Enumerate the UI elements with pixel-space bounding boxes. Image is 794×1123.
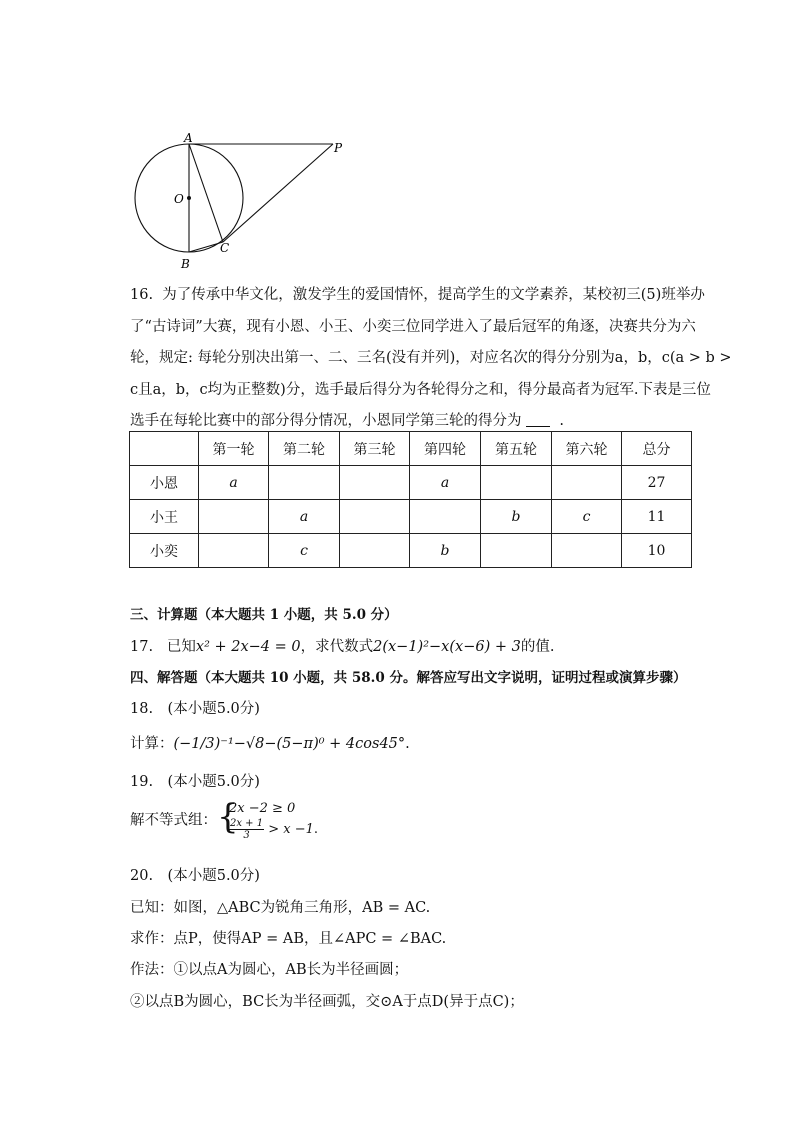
label-p: P xyxy=(334,141,343,155)
header-cell: 第六轮 xyxy=(552,432,622,466)
segment-pc xyxy=(223,144,333,242)
q16-end: . xyxy=(559,413,564,429)
q20-header: 20. (本小题5.0分) xyxy=(130,868,260,884)
table-cell: c xyxy=(552,500,622,534)
q17-equation: x² + 2x−4 = 0 xyxy=(195,639,301,655)
label-c: C xyxy=(220,241,230,255)
table-cell xyxy=(410,500,481,534)
score-table xyxy=(129,431,692,568)
section-4-heading: 四、解答题（本大题共 10 小题，共 58.0 分。解答应写出文字说明，证明过程或演算步骤） xyxy=(130,670,687,686)
q18-header: 18. (本小题5.0分) xyxy=(130,701,260,717)
q19-label: 解不等式组： xyxy=(130,812,217,829)
table-cell xyxy=(552,534,622,568)
section-3-heading: 三、计算题（本大题共 1 小题，共 5.0 分） xyxy=(130,607,398,623)
table-row xyxy=(130,500,692,534)
question-17 xyxy=(130,637,554,657)
table-row xyxy=(130,534,692,568)
header-cell: 第五轮 xyxy=(481,432,552,466)
header-cell: 第二轮 xyxy=(269,432,340,466)
center-point-o xyxy=(187,196,191,200)
inequality-system xyxy=(217,797,319,841)
table-cell: 27 xyxy=(622,466,692,500)
label-a: A xyxy=(184,131,193,145)
q18-end: . xyxy=(405,736,410,752)
q17-expression: 2(x−1)²−x(x−6) + 3 xyxy=(373,639,521,655)
header-cell: 第一轮 xyxy=(199,432,269,466)
inequality-1: 2x −2 ≥ 0 xyxy=(229,801,296,816)
table-cell: 小恩 xyxy=(130,466,199,500)
header-cell: 第四轮 xyxy=(410,432,481,466)
q20-line-2: 求作：点P，使得AP = AB，且∠APC = ∠BAC. xyxy=(130,931,447,947)
table-cell: a xyxy=(269,500,340,534)
q20-line-3: 作法：①以点A为圆心，AB长为半径画圆； xyxy=(130,962,409,978)
question-16 xyxy=(130,280,732,438)
table-row xyxy=(130,466,692,500)
table-cell: a xyxy=(410,466,481,500)
fraction-numerator: 2x + 1 xyxy=(230,818,264,829)
table-cell: 小奕 xyxy=(130,534,199,568)
table-cell: c xyxy=(269,534,340,568)
table-cell: b xyxy=(481,500,552,534)
q16-line-2: 了“古诗词”大赛，现有小恩、小王、小奕三位同学进入了最后冠军的角逐，决赛共分为六 xyxy=(130,318,696,335)
q20-line-1: 已知：如图，△ABC为锐角三角形，AB = AC. xyxy=(130,900,431,916)
table-cell xyxy=(552,466,622,500)
fraction-denominator: 3 xyxy=(243,830,250,841)
header-cell xyxy=(130,432,199,466)
table-cell: 10 xyxy=(622,534,692,568)
q17-number: 17. xyxy=(130,639,154,655)
q19-body xyxy=(130,797,319,841)
q16-text-1: 为了传承中华文化，激发学生的爱国情怀，提高学生的文学素养，某校初三(5)班举办 xyxy=(162,287,705,303)
q20-line-4: ②以点B为圆心，BC长为半径画弧，交⊙A于点D(异于点C)； xyxy=(130,994,524,1010)
q18-expression: (−1/3)⁻¹−√8−(5−π)⁰ + 4cos45° xyxy=(173,736,406,752)
circle-tangent-figure xyxy=(128,130,358,275)
table-cell xyxy=(199,500,269,534)
q18-body xyxy=(130,734,410,754)
q16-line-3: 轮，规定: 每轮分别决出第一、二、三名(没有并列)，对应名次的得分分别为a，b，c(a > b > xyxy=(130,350,732,366)
table-cell xyxy=(340,500,410,534)
table-cell xyxy=(481,534,552,568)
q17-text-c: 的值. xyxy=(520,639,555,655)
segment-bc xyxy=(189,242,223,252)
answer-blank[interactable] xyxy=(526,412,550,427)
table-cell: b xyxy=(410,534,481,568)
table-header-row xyxy=(130,432,692,466)
q17-text-a: 已知 xyxy=(166,639,196,655)
table-cell: 11 xyxy=(622,500,692,534)
header-cell: 总分 xyxy=(622,432,692,466)
q16-number: 16. xyxy=(130,287,154,303)
header-cell: 第三轮 xyxy=(340,432,410,466)
q19-end: . xyxy=(313,822,319,837)
q16-line-4: c且a，b，c均为正整数)分，选手最后得分为各轮得分之和，得分最高者为冠军.下表是三位 xyxy=(130,381,711,398)
q19-header: 19. (本小题5.0分) xyxy=(130,774,260,790)
table-cell xyxy=(340,534,410,568)
table-cell: a xyxy=(199,466,269,500)
table-cell xyxy=(481,466,552,500)
table-cell: 小王 xyxy=(130,500,199,534)
inequality-2-rest: > x −1 xyxy=(268,822,314,837)
q16-text-5: 选手在每轮比赛中的部分得分情况，小恩同学第三轮的得分为 xyxy=(130,413,522,429)
table-cell xyxy=(269,466,340,500)
segment-ac xyxy=(189,144,223,242)
q16-line-1 xyxy=(130,280,705,312)
brace-symbol: { xyxy=(217,797,239,837)
label-b: B xyxy=(181,257,190,271)
q17-text-b: ，求代数式 xyxy=(300,639,374,655)
q18-label: 计算： xyxy=(130,736,174,752)
inequality-2 xyxy=(229,818,318,841)
label-o: O xyxy=(174,192,184,206)
table-cell xyxy=(340,466,410,500)
table-cell xyxy=(199,534,269,568)
